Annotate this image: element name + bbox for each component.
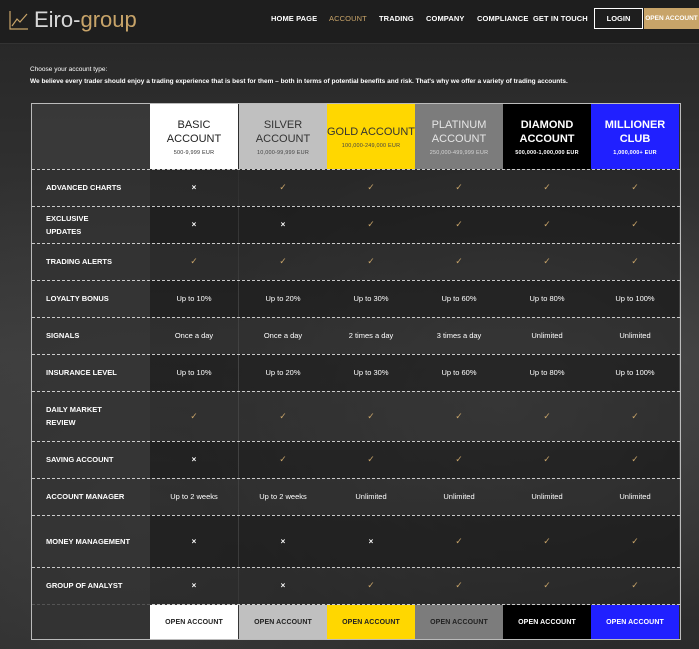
account-name: DIAMOND ACCOUNT <box>519 118 575 145</box>
check-icon: ✓ <box>543 182 551 192</box>
cross-icon <box>239 567 327 604</box>
row-label: TRADING ALERTS <box>32 243 150 280</box>
row-label: EXCLUSIVE UPDATES <box>32 206 150 243</box>
header-open-account-button[interactable]: OPEN ACCOUNT <box>644 8 699 29</box>
table-cell: Once a day <box>239 317 327 354</box>
table-cell: Up to 100% <box>591 354 679 391</box>
check-icon <box>415 567 503 604</box>
account-header-1 <box>150 104 238 169</box>
check-icon <box>327 243 415 280</box>
check-icon <box>591 567 679 604</box>
row-divider <box>32 280 680 281</box>
cross-icon <box>327 515 415 567</box>
nav-item-home-page[interactable]: HOME PAGE <box>271 14 318 23</box>
site-header <box>0 0 699 44</box>
check-icon: ✓ <box>631 256 639 266</box>
check-icon: ✓ <box>367 580 375 590</box>
table-cell: 3 times a day <box>415 317 503 354</box>
cross-icon <box>150 567 238 604</box>
cross-icon <box>150 515 238 567</box>
cross-icon: × <box>280 581 286 590</box>
intro-description: We believe every trader should enjoy a trading experience that is best for them – both in terms of potential benefits and risk. That's why we offer a variety of trading accounts. <box>30 78 568 85</box>
row-label: INSURANCE LEVEL <box>32 354 150 391</box>
table-cell: Up to 30% <box>327 354 415 391</box>
table-cell: Up to 10% <box>150 354 238 391</box>
check-icon <box>591 243 679 280</box>
cross-icon <box>150 441 238 478</box>
table-cell: 2 times a day <box>327 317 415 354</box>
check-icon: ✓ <box>455 410 463 421</box>
check-icon <box>327 169 415 206</box>
check-icon: ✓ <box>631 454 639 464</box>
check-icon: ✓ <box>279 410 287 421</box>
logo-text-part2: group <box>80 7 137 32</box>
logo[interactable] <box>8 6 137 34</box>
table-cell: Once a day <box>150 317 238 354</box>
table-cell: Up to 80% <box>503 280 591 317</box>
table-cell: Up to 20% <box>239 280 327 317</box>
account-range: 10,000-99,999 EUR <box>256 149 310 156</box>
row-divider <box>32 243 680 244</box>
row-divider <box>32 169 680 170</box>
table-cell: Unlimited <box>591 478 679 515</box>
check-icon: ✓ <box>631 219 639 229</box>
check-icon: ✓ <box>367 410 375 421</box>
check-icon <box>591 169 679 206</box>
row-divider <box>32 354 680 355</box>
open-account-button-1[interactable]: OPEN ACCOUNT <box>150 605 238 639</box>
check-icon: ✓ <box>631 580 639 590</box>
check-icon: ✓ <box>543 535 551 546</box>
check-icon <box>150 391 238 441</box>
row-divider <box>32 478 680 479</box>
check-icon: ✓ <box>455 454 463 464</box>
check-icon <box>415 515 503 567</box>
row-label: LOYALTY BONUS <box>32 280 150 317</box>
check-icon: ✓ <box>455 256 463 266</box>
cross-icon: × <box>191 220 197 229</box>
check-icon: ✓ <box>279 182 287 192</box>
check-icon <box>327 441 415 478</box>
check-icon <box>503 567 591 604</box>
row-divider <box>32 391 680 392</box>
row-divider <box>32 567 680 568</box>
table-cell: Unlimited <box>503 317 591 354</box>
check-icon: ✓ <box>367 256 375 266</box>
open-account-button-5[interactable]: OPEN ACCOUNT <box>503 605 591 639</box>
check-icon <box>503 391 591 441</box>
nav-item-trading[interactable]: TRADING <box>379 14 414 23</box>
check-icon: ✓ <box>455 535 463 546</box>
table-cell: Unlimited <box>327 478 415 515</box>
check-icon <box>415 391 503 441</box>
account-range: 1,000,000+ EUR <box>613 149 657 156</box>
table-cell: Up to 20% <box>239 354 327 391</box>
account-name: SILVER ACCOUNT <box>255 118 311 145</box>
account-header-6 <box>591 104 679 169</box>
footer-corner <box>32 604 150 639</box>
check-icon: ✓ <box>190 256 198 266</box>
table-cell: Unlimited <box>591 317 679 354</box>
row-divider <box>32 515 680 516</box>
login-button[interactable]: LOGIN <box>594 8 643 29</box>
check-icon: ✓ <box>279 454 287 464</box>
nav-item-account[interactable]: ACCOUNT <box>329 14 367 23</box>
intro-heading: Choose your account type: <box>30 66 108 73</box>
cross-icon: × <box>191 455 197 464</box>
row-label: SAVING ACCOUNT <box>32 441 150 478</box>
check-icon <box>239 169 327 206</box>
table-cell: Up to 60% <box>415 280 503 317</box>
cross-icon: × <box>280 220 286 229</box>
cross-icon: × <box>280 536 286 546</box>
account-header-5 <box>503 104 591 169</box>
open-account-button-6[interactable]: OPEN ACCOUNT <box>591 605 679 639</box>
check-icon <box>503 243 591 280</box>
check-icon <box>327 391 415 441</box>
check-icon: ✓ <box>543 256 551 266</box>
check-icon: ✓ <box>455 182 463 192</box>
check-icon <box>327 567 415 604</box>
row-label: ADVANCED CHARTS <box>32 169 150 206</box>
check-icon: ✓ <box>631 182 639 192</box>
check-icon <box>591 515 679 567</box>
check-icon: ✓ <box>455 219 463 229</box>
nav-item-get-in-touch[interactable]: GET IN TOUCH <box>533 14 588 23</box>
check-icon: ✓ <box>543 219 551 229</box>
cross-icon: × <box>191 581 197 590</box>
check-icon <box>415 441 503 478</box>
check-icon <box>503 169 591 206</box>
account-range: 500-9,999 EUR <box>173 149 215 156</box>
cross-icon: × <box>191 536 197 546</box>
check-icon: ✓ <box>367 219 375 229</box>
check-icon: ✓ <box>367 182 375 192</box>
check-icon <box>239 441 327 478</box>
cross-icon <box>239 206 327 243</box>
table-corner <box>32 104 150 169</box>
table-cell: Up to 2 weeks <box>239 478 327 515</box>
check-icon: ✓ <box>543 580 551 590</box>
open-account-button-4[interactable]: OPEN ACCOUNT <box>415 605 503 639</box>
account-name: MILLIONER CLUB <box>604 118 666 145</box>
intro-text <box>30 64 568 88</box>
check-icon <box>503 441 591 478</box>
check-icon: ✓ <box>279 256 287 266</box>
row-divider <box>32 206 680 207</box>
row-label: MONEY MANAGEMENT <box>32 515 150 567</box>
check-icon <box>327 206 415 243</box>
check-icon: ✓ <box>631 410 639 421</box>
check-icon <box>239 243 327 280</box>
account-range: 100,000-249,000 EUR <box>341 142 401 149</box>
logo-text-part1: Eiro- <box>34 7 81 32</box>
account-name: PLATINUM ACCOUNT <box>431 118 487 145</box>
table-cell: Up to 100% <box>591 280 679 317</box>
cross-icon <box>150 206 238 243</box>
row-label: SIGNALS <box>32 317 150 354</box>
check-icon: ✓ <box>367 454 375 464</box>
account-name: BASIC ACCOUNT <box>166 118 222 145</box>
check-icon <box>150 243 238 280</box>
table-cell: Up to 30% <box>327 280 415 317</box>
row-label: DAILY MARKET REVIEW <box>32 391 150 441</box>
check-icon <box>239 391 327 441</box>
row-divider <box>32 317 680 318</box>
check-icon: ✓ <box>455 580 463 590</box>
table-cell: Up to 80% <box>503 354 591 391</box>
table-cell: Unlimited <box>415 478 503 515</box>
row-label: ACCOUNT MANAGER <box>32 478 150 515</box>
check-icon <box>591 206 679 243</box>
check-icon <box>415 206 503 243</box>
account-range: 250,000-499,999 EUR <box>429 149 489 156</box>
check-icon: ✓ <box>543 454 551 464</box>
check-icon <box>591 441 679 478</box>
check-icon <box>503 515 591 567</box>
check-icon <box>591 391 679 441</box>
check-icon: ✓ <box>543 410 551 421</box>
table-cell: Up to 60% <box>415 354 503 391</box>
cross-icon <box>239 515 327 567</box>
open-account-button-3[interactable]: OPEN ACCOUNT <box>327 605 415 639</box>
account-header-4 <box>415 104 503 169</box>
nav-item-company[interactable]: COMPANY <box>426 14 465 23</box>
row-divider <box>32 441 680 442</box>
open-account-button-2[interactable]: OPEN ACCOUNT <box>239 605 327 639</box>
check-icon: ✓ <box>631 535 639 546</box>
table-cell: Up to 10% <box>150 280 238 317</box>
check-icon: ✓ <box>190 410 198 421</box>
table-cell: Unlimited <box>503 478 591 515</box>
chart-line-icon <box>8 9 30 31</box>
check-icon <box>415 243 503 280</box>
account-comparison-table <box>31 103 681 640</box>
account-name: GOLD ACCOUNT <box>327 125 416 138</box>
table-cell: Up to 2 weeks <box>150 478 238 515</box>
check-icon <box>503 206 591 243</box>
cross-icon: × <box>191 183 197 192</box>
row-label: GROUP OF ANALYST <box>32 567 150 604</box>
nav-item-compliance[interactable]: COMPLIANCE <box>477 14 529 23</box>
cross-icon <box>150 169 238 206</box>
account-header-2 <box>239 104 327 169</box>
account-header-3 <box>327 104 415 169</box>
account-range: 500,000-1,000,000 EUR <box>515 149 579 156</box>
cross-icon: × <box>368 536 374 546</box>
check-icon <box>415 169 503 206</box>
